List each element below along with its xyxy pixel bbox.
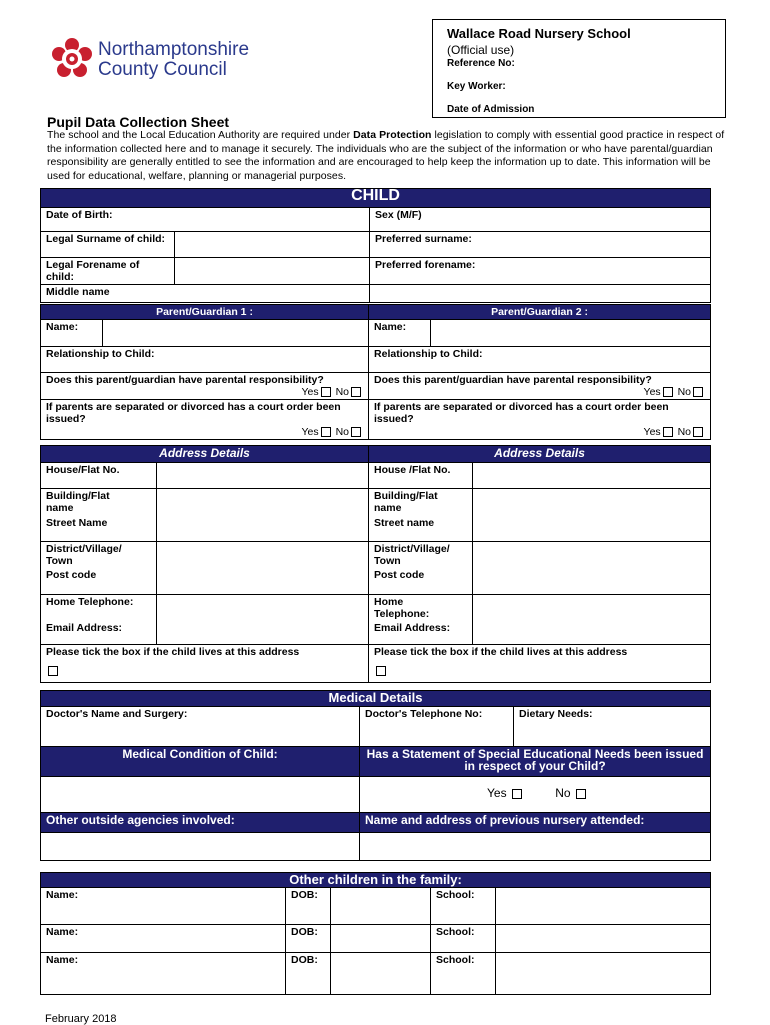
- checkbox[interactable]: [351, 427, 361, 437]
- parent1-responsibility-label: Does this parent/guardian have parental responsibility?: [46, 374, 324, 386]
- child-name-3[interactable]: Name:: [41, 953, 286, 995]
- no-label: No: [677, 386, 692, 398]
- parent2-relationship[interactable]: Relationship to Child:: [369, 347, 711, 373]
- checkbox[interactable]: [48, 666, 58, 676]
- preferred-surname-field[interactable]: Preferred surname:: [370, 232, 711, 258]
- org-line-1: Northamptonshire: [98, 39, 250, 60]
- parent1-heading: Parent/Guardian 1 :: [41, 305, 369, 320]
- child-dob-input-2[interactable]: [331, 925, 431, 953]
- email1-label: Email Address:: [41, 621, 157, 645]
- parent2-responsibility: [369, 373, 711, 400]
- postcode2-label: Post code: [369, 568, 473, 594]
- street2-input[interactable]: [473, 516, 711, 542]
- previous-nursery-input[interactable]: [360, 833, 711, 861]
- checkbox[interactable]: [321, 387, 331, 397]
- checkbox[interactable]: [693, 387, 703, 397]
- school-name: Wallace Road Nursery School: [447, 26, 631, 41]
- tel2-input[interactable]: [473, 594, 711, 621]
- children-table: [40, 872, 711, 995]
- intro-text: [47, 129, 727, 183]
- intro-bold: Data Protection: [353, 129, 432, 141]
- lives-here-1: [41, 645, 369, 683]
- parent1-court-label: If parents are separated or divorced has a court order been issued?: [46, 401, 341, 425]
- medical-heading: Medical Details: [41, 691, 711, 707]
- building-label-text: Building/Flat name: [46, 490, 110, 514]
- checkbox[interactable]: [663, 427, 673, 437]
- child-dob-label-2: DOB:: [286, 925, 331, 953]
- sen-heading: Has a Statement of Special Educational Needs been issued in respect of your Child?: [360, 747, 711, 777]
- building-label-text: Building/Flat name: [374, 490, 438, 514]
- parent2-responsibility-label: Does this parent/guardian have parental responsibility?: [374, 374, 652, 386]
- sex-field[interactable]: Sex (M/F): [370, 208, 711, 232]
- children-heading: Other children in the family:: [41, 873, 711, 888]
- address1-heading: Address Details: [41, 446, 369, 463]
- key-worker-field[interactable]: Key Worker:: [447, 81, 506, 92]
- legal-surname-label: Legal Surname of child:: [41, 232, 175, 258]
- intro-part-2: legislation to comply with essential good practice in respect of the information collected here and to manage it securely. The individuals who are the subject of the information or who have parental/guardian responsibility are generally entitled to see the information and are encouraged to help keep the information up to date. This information will be used for educational, welfare, planning or managerial purposes.: [47, 129, 725, 182]
- building2-input[interactable]: [473, 489, 711, 516]
- child-school-input-1[interactable]: [496, 888, 711, 925]
- dob-field[interactable]: Date of Birth:: [41, 208, 370, 232]
- building1-label: [41, 489, 157, 516]
- condition-heading: Medical Condition of Child:: [41, 747, 360, 777]
- postcode1-input[interactable]: [157, 568, 369, 594]
- org-line-2: County Council: [98, 59, 227, 80]
- reference-field[interactable]: Reference No:: [447, 58, 515, 69]
- parents-table: [40, 304, 711, 440]
- child-dob-label-3: DOB:: [286, 953, 331, 995]
- child-school-label-1: School:: [431, 888, 496, 925]
- preferred-forename-field[interactable]: Preferred forename:: [370, 258, 711, 285]
- page-title: Pupil Data Collection Sheet: [47, 114, 230, 130]
- no-label: No: [677, 426, 692, 438]
- tel1-label: Home Telephone:: [41, 594, 157, 621]
- tel2-label: [369, 594, 473, 621]
- district2-input[interactable]: [473, 542, 711, 569]
- parent1-name-input[interactable]: [103, 320, 369, 347]
- street1-label: Street Name: [41, 516, 157, 542]
- parent2-name-input[interactable]: [431, 320, 711, 347]
- yes-label: Yes: [301, 386, 319, 398]
- checkbox[interactable]: [376, 666, 386, 676]
- child-dob-input-3[interactable]: [331, 953, 431, 995]
- district1-label: District/Village/ Town: [41, 542, 157, 569]
- child-school-label-3: School:: [431, 953, 496, 995]
- street1-input[interactable]: [157, 516, 369, 542]
- doctor-tel-field[interactable]: Doctor's Telephone No:: [360, 707, 514, 747]
- dietary-field[interactable]: Dietary Needs:: [514, 707, 711, 747]
- yes-label: Yes: [643, 426, 661, 438]
- checkbox[interactable]: [663, 387, 673, 397]
- legal-forename-label: Legal Forename of child:: [41, 258, 175, 285]
- lives-here-2-label: Please tick the box if the child lives at this address: [374, 646, 628, 658]
- sen-no-label: No: [555, 786, 571, 800]
- no-label: No: [335, 426, 350, 438]
- child-heading: CHILD: [41, 189, 711, 208]
- parent1-responsibility: [41, 373, 369, 400]
- child-school-label-2: School:: [431, 925, 496, 953]
- date-admission-field[interactable]: Date of Admission: [447, 104, 535, 115]
- child-parent-table: [40, 188, 711, 303]
- parent2-court-label: If parents are separated or divorced has a court order been issued?: [374, 401, 669, 425]
- tel-label-text: Home Telephone:: [374, 595, 430, 620]
- condition-input[interactable]: [41, 777, 360, 813]
- address-table: [40, 445, 711, 683]
- agencies-heading: Other outside agencies involved:: [41, 813, 360, 833]
- doctor-field[interactable]: Doctor's Name and Surgery:: [41, 707, 360, 747]
- lives-here-2: [369, 645, 711, 683]
- legal-surname-input[interactable]: [175, 232, 370, 258]
- parent2-court-order: [369, 400, 711, 440]
- parent1-court-order: [41, 400, 369, 440]
- checkbox[interactable]: [321, 427, 331, 437]
- email1-input[interactable]: [157, 621, 369, 645]
- org-name: [98, 40, 249, 80]
- house2-input[interactable]: [473, 463, 711, 489]
- child-name-2[interactable]: Name:: [41, 925, 286, 953]
- child-dob-input-1[interactable]: [331, 888, 431, 925]
- yes-label: Yes: [301, 426, 319, 438]
- checkbox[interactable]: [351, 387, 361, 397]
- previous-nursery-heading: Name and address of previous nursery attended:: [360, 813, 711, 833]
- parent1-relationship[interactable]: Relationship to Child:: [41, 347, 369, 373]
- child-name-1[interactable]: Name:: [41, 888, 286, 925]
- house1-input[interactable]: [157, 463, 369, 489]
- official-use-box: [432, 19, 726, 118]
- checkbox[interactable]: [576, 789, 586, 799]
- district2-label: District/Village/ Town: [369, 542, 473, 569]
- postcode1-label: Post code: [41, 568, 157, 594]
- child-school-input-3[interactable]: [496, 953, 711, 995]
- checkbox[interactable]: [693, 427, 703, 437]
- house2-label: House /Flat No.: [369, 463, 473, 489]
- lives-here-1-label: Please tick the box if the child lives at this address: [46, 646, 300, 658]
- no-label: No: [335, 386, 350, 398]
- footer-date: February 2018: [45, 1013, 117, 1025]
- email2-label: Email Address:: [369, 621, 473, 645]
- email2-input[interactable]: [473, 621, 711, 645]
- agencies-input[interactable]: [41, 833, 360, 861]
- building2-label: [369, 489, 473, 516]
- middle-name-field[interactable]: Middle name: [41, 285, 370, 303]
- district1-input[interactable]: [157, 542, 369, 569]
- intro-part-1: The school and the Local Education Authority are required under: [47, 129, 354, 141]
- rose-icon: [50, 37, 94, 81]
- address2-heading: Address Details: [369, 446, 711, 463]
- building1-input[interactable]: [157, 489, 369, 516]
- parent1-name-label: Name:: [41, 320, 103, 347]
- child-dob-label-1: DOB:: [286, 888, 331, 925]
- child-school-input-2[interactable]: [496, 925, 711, 953]
- official-use-label: (Official use): [447, 43, 515, 57]
- medical-table: [40, 690, 711, 861]
- parent2-heading: Parent/Guardian 2 :: [369, 305, 711, 320]
- sen-yes-label: Yes: [487, 786, 507, 800]
- house1-label: House/Flat No.: [41, 463, 157, 489]
- parent2-name-label: Name:: [369, 320, 431, 347]
- yes-label: Yes: [643, 386, 661, 398]
- checkbox[interactable]: [512, 789, 522, 799]
- legal-forename-input[interactable]: [175, 258, 370, 285]
- sen-answer: [360, 777, 711, 813]
- street2-label: Street name: [369, 516, 473, 542]
- tel1-input[interactable]: [157, 594, 369, 621]
- postcode2-input[interactable]: [473, 568, 711, 594]
- middle-name-extra[interactable]: [370, 285, 711, 303]
